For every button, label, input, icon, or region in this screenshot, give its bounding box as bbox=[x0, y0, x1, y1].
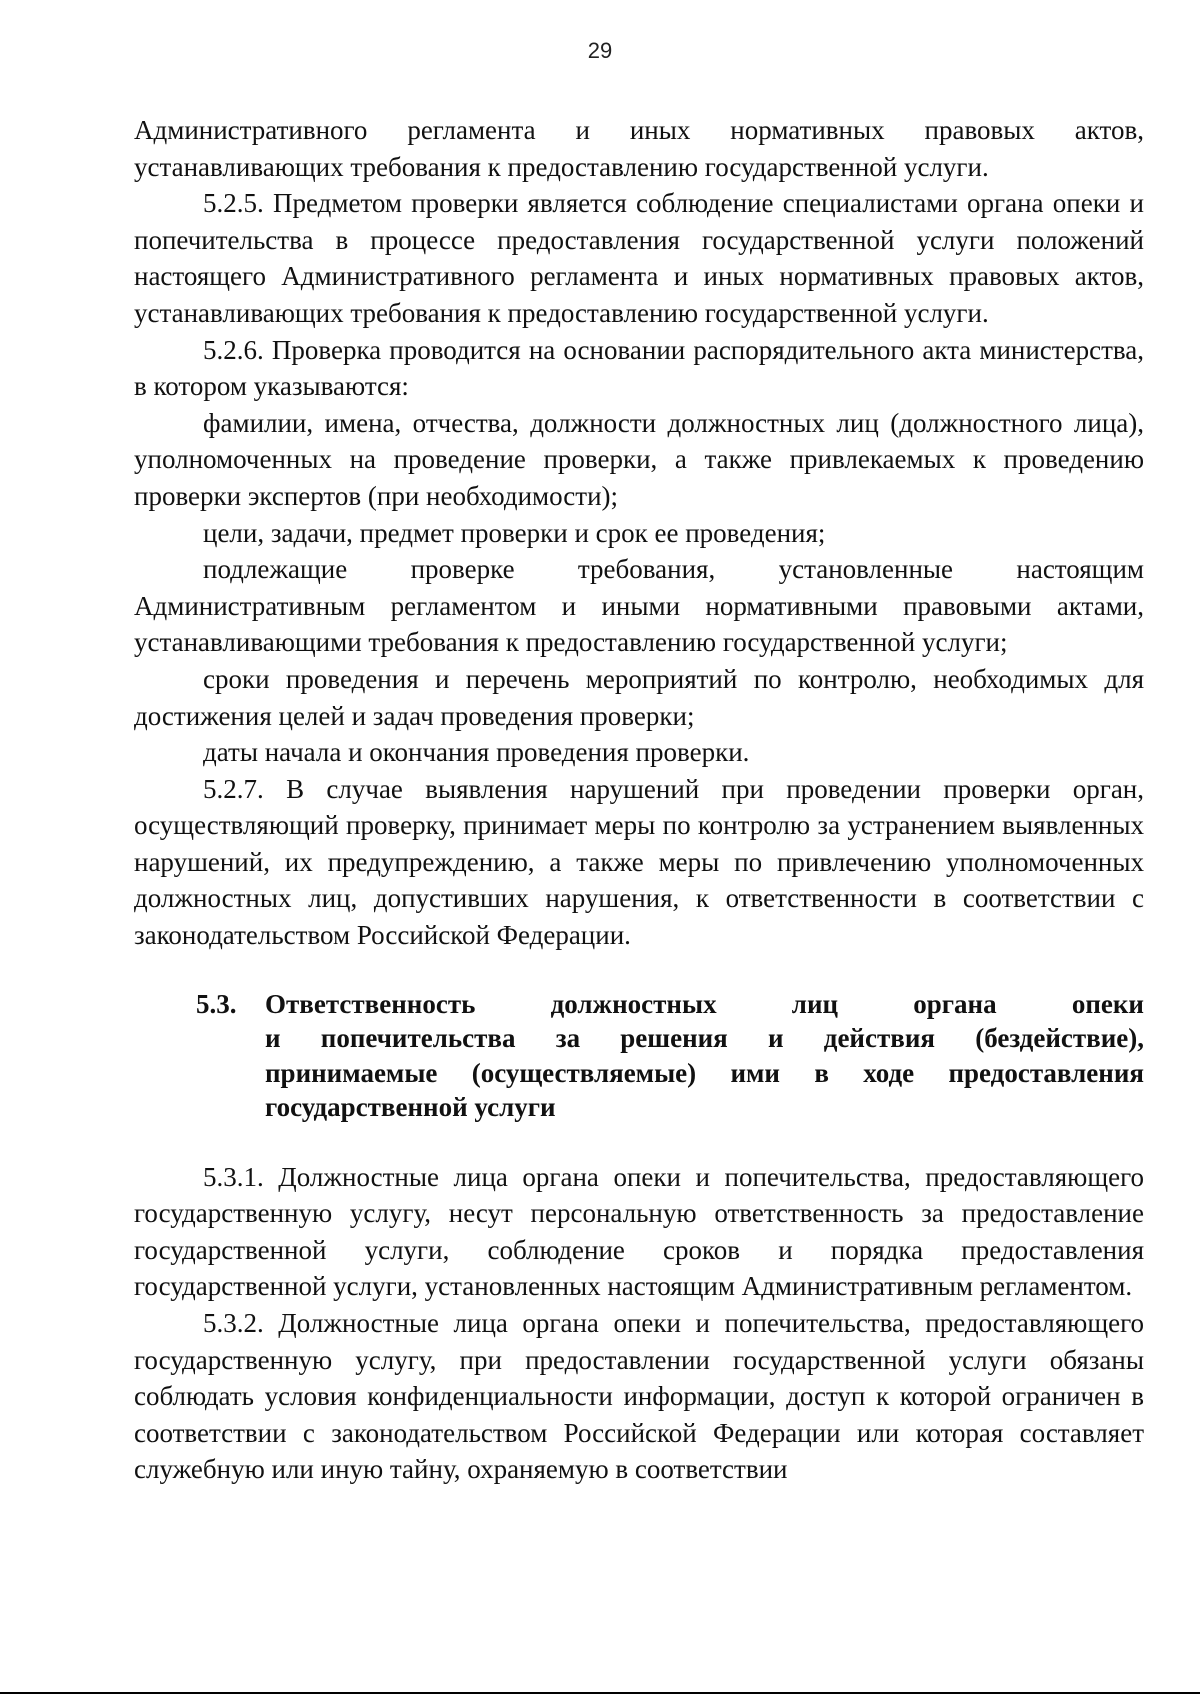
section-number: 5.3. bbox=[196, 988, 237, 1019]
paragraph-5-2-5: 5.2.5. Предметом проверки является соблюдение специалистами органа опеки и попечительства в процессе предоставления государственной услуги положений настоящего Административного регламента и иных нормативных правовых актов, устанавливающих требования к предоставлению государственной услуги. bbox=[134, 188, 1144, 328]
heading-line-4: государственной услуги bbox=[265, 1092, 556, 1123]
heading-line-3: принимаемые (осуществляемые) ими в ходе предоставления bbox=[265, 1057, 1144, 1088]
list-item-terms: сроки проведения и перечень мероприятий по контролю, необходимых для достижения целей и задач проведения проверки; bbox=[134, 663, 1144, 731]
list-item-dates: даты начала и окончания проведения проверки. bbox=[203, 737, 750, 768]
document-body bbox=[134, 112, 1144, 1488]
paragraph-5-2-7: 5.2.7. В случае выявления нарушений при проведении проверки орган, осуществляющий проверку, принимает меры по контролю за устранением выявленных нарушений, их предупреждению, а также меры по привлечению уполномоченных должностных лиц, допустивших нарушения, к ответственности в соответствии с законодательством Российской Федерации. bbox=[134, 773, 1144, 951]
scan-edge-line bbox=[0, 1692, 1200, 1694]
paragraph-5-2-6: 5.2.6. Проверка проводится на основании распорядительного акта министерства, в котором указываются: bbox=[134, 334, 1144, 402]
paragraph-5-3-2: 5.3.2. Должностные лица органа опеки и попечительства, предоставляющего государственную услугу, при предоставлении государственной услуги обязаны соблюдать условия конфиденциальности информации, доступ к которой ограничен в соответствии с законодательством Российской Федерации или которая составляет служебную или иную тайну, охраняемую в соответствии bbox=[134, 1308, 1144, 1485]
list-item-officials: фамилии, имена, отчества, должности должностных лиц (должностного лица), уполномоченных на проведение проверки, а также привлекаемых к проведению проверки экспертов (при необходимости); bbox=[134, 407, 1144, 511]
section-heading-5-3 bbox=[134, 987, 1144, 1125]
page-number: 29 bbox=[587, 38, 613, 63]
heading-line-1: Ответственность должностных лиц органа опеки bbox=[265, 988, 1144, 1019]
list-item-requirements: подлежащие проверке требования, установленные настоящим Административным регламентом и иными нормативными правовыми актами, устанавливающими требования к предоставлению государственной услуги; bbox=[134, 554, 1144, 658]
paragraph-continuation: Административного регламента и иных нормативных правовых актов, устанавливающих требования к предоставлению государственной услуги. bbox=[134, 115, 1144, 182]
list-item-goals: цели, задачи, предмет проверки и срок ее проведения; bbox=[203, 517, 826, 548]
paragraph-5-3-1: 5.3.1. Должностные лица органа опеки и попечительства, предоставляющего государственную услугу, несут персональную ответственность за предоставление государственной услуги, соблюдение сроков и порядка предоставления государственной услуги, установленных настоящим Административным регламентом. bbox=[134, 1161, 1144, 1302]
heading-line-2: и попечительства за решения и действия (бездействие), bbox=[265, 1023, 1144, 1054]
